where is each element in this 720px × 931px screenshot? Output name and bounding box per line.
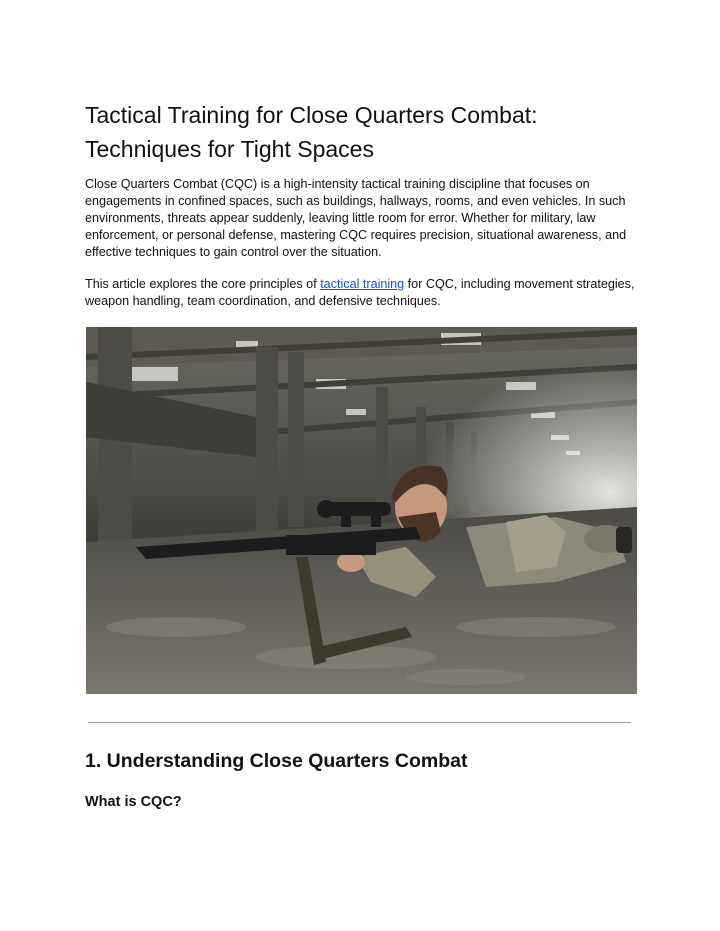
second-paragraph-text-start: This article explores the core principles of bbox=[85, 277, 321, 291]
second-paragraph-text-end: for CQC, including movement strategies, weapon handling, team coordination, and defensive techniques. bbox=[85, 277, 635, 308]
section-heading: 1. Understanding Close Quarters Combat bbox=[85, 750, 468, 772]
horizontal-divider bbox=[88, 722, 631, 723]
intro-paragraph: Close Quarters Combat (CQC) is a high-intensity tactical training discipline that focuses on engagements in confined spaces, such as buildings, hallways, rooms, and even vehicles. In such environments, threats appear suddenly, leaving little room for error. Whether for military, law enforcement, or personal defense, mastering CQC requires precision, situational awareness, and effective techniques to gain control over the situation. bbox=[85, 177, 627, 259]
article-title-line-2: Techniques for Tight Spaces bbox=[85, 136, 374, 162]
soldier-rifle-photo bbox=[86, 327, 637, 694]
article-title bbox=[85, 98, 645, 166]
subsection-heading: What is CQC? bbox=[85, 794, 182, 810]
tactical-training-link[interactable]: tactical training bbox=[320, 277, 405, 291]
second-paragraph bbox=[85, 276, 635, 310]
article-title-line-1: Tactical Training for Close Quarters Combat: bbox=[85, 102, 538, 128]
